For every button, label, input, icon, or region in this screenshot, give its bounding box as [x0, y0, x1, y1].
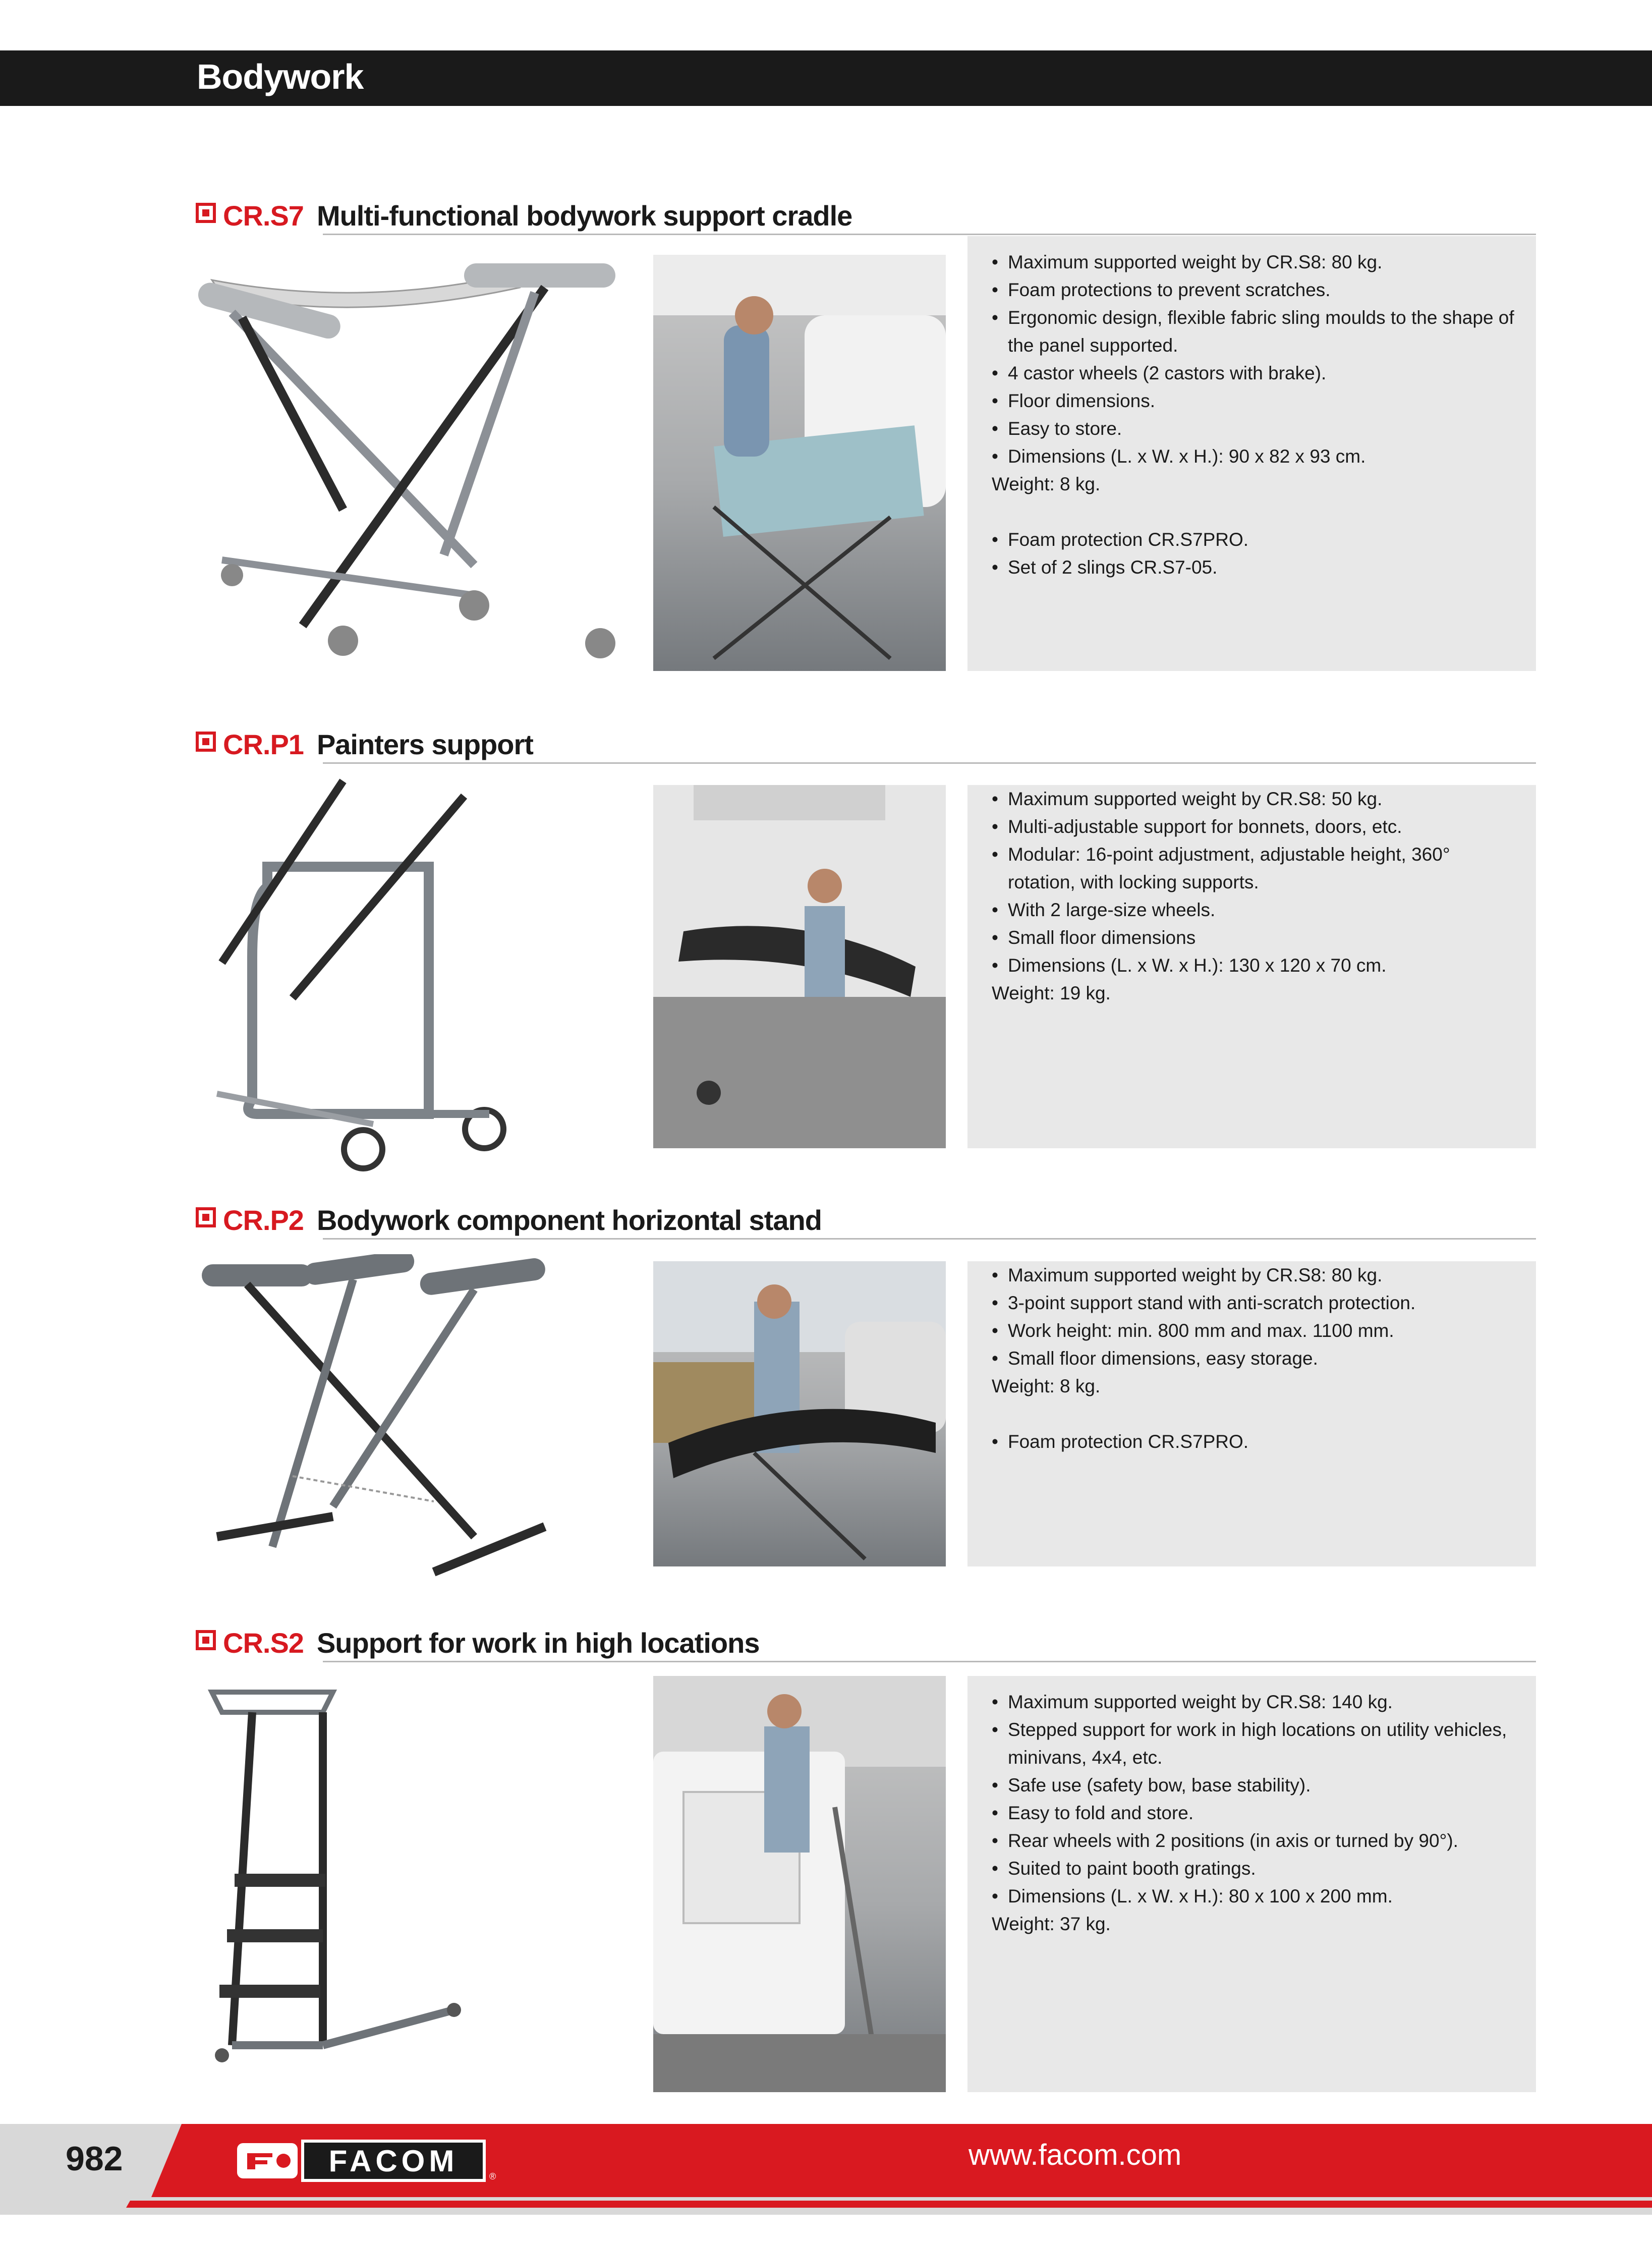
section-heading	[196, 199, 852, 235]
page-title: Bodywork	[197, 57, 364, 96]
bullet-square-icon	[196, 203, 216, 223]
svg-text:®: ®	[489, 2171, 496, 2181]
spec-item: • 3-point support stand with anti-scratch protection.	[992, 1289, 1521, 1317]
product-image-painters-support	[192, 766, 646, 1180]
section-heading	[196, 1204, 822, 1239]
weight-text: Weight: 8 kg.	[992, 474, 1101, 494]
bullet-square-icon	[196, 732, 216, 752]
product-code: CR.P2	[223, 1204, 304, 1236]
spec-panel	[967, 785, 1536, 1148]
spec-item: • Work height: min. 800 mm and max. 1100 mm.	[992, 1317, 1521, 1344]
weight-text: Weight: 8 kg.	[992, 1376, 1101, 1396]
website-link[interactable]: www.facom.com	[969, 2139, 1182, 2171]
product-photo-high-work-support	[653, 1676, 946, 2092]
weight-text: Weight: 37 kg.	[992, 1914, 1111, 1934]
section-heading	[196, 728, 533, 763]
spec-item: • Ergonomic design, flexible fabric sling moulds to the shape of the panel supported.	[992, 304, 1521, 359]
spec-item: • Maximum supported weight by CR.S8: 50 kg.	[992, 785, 1521, 813]
divider	[323, 234, 1536, 235]
spacer	[992, 1400, 1521, 1428]
divider	[323, 1661, 1536, 1662]
spacer	[992, 498, 1521, 526]
spec-item: • Dimensions (L. x W. x H.): 130 x 120 x 70 cm.	[992, 951, 1521, 979]
product-title: Painters support	[316, 728, 533, 760]
spec-item: • Small floor dimensions	[992, 924, 1521, 951]
spec-item: • Suited to paint booth gratings.	[992, 1855, 1521, 1882]
facom-logo	[237, 2138, 499, 2183]
spec-item: • Maximum supported weight by CR.S8: 140 kg.	[992, 1688, 1521, 1716]
spec-panel	[967, 1676, 1536, 2092]
product-photo-cradle	[653, 255, 946, 671]
product-title: Support for work in high locations	[316, 1627, 760, 1659]
product-code: CR.S2	[223, 1627, 304, 1659]
spec-panel	[967, 236, 1536, 671]
spec-panel	[967, 1261, 1536, 1566]
product-image-horizontal-stand	[192, 1254, 646, 1587]
spec-item: • 4 castor wheels (2 castors with brake).	[992, 359, 1521, 387]
footer-red-stripe	[126, 2201, 1652, 2208]
spec-item: • Dimensions (L. x W. x H.): 90 x 82 x 93 cm.	[992, 442, 1521, 470]
spec-item: • With 2 large-size wheels.	[992, 896, 1521, 924]
spec-item: • Multi-adjustable support for bonnets, doors, etc.	[992, 813, 1521, 840]
section-heading	[196, 1627, 759, 1662]
spec-item: • Modular: 16-point adjustment, adjustable height, 360° rotation, with locking supports.	[992, 840, 1521, 896]
divider	[323, 1238, 1536, 1240]
accessory-item: • Foam protection CR.S7PRO.	[992, 526, 1521, 553]
accessory-item: • Set of 2 slings CR.S7-05.	[992, 553, 1521, 581]
product-image-high-work-support	[192, 1682, 646, 2086]
product-photo-painters-support	[653, 785, 946, 1148]
spec-item: • Small floor dimensions, easy storage.	[992, 1344, 1521, 1372]
spec-item: • Floor dimensions.	[992, 387, 1521, 415]
product-code: CR.S7	[223, 200, 304, 232]
product-photo-horizontal-stand	[653, 1261, 946, 1566]
spec-item: • Maximum supported weight by CR.S8: 80 kg.	[992, 248, 1521, 276]
product-title: Multi-functional bodywork support cradle	[316, 200, 852, 232]
spec-item: • Stepped support for work in high locations on utility vehicles, minivans, 4x4, etc.	[992, 1716, 1521, 1771]
bullet-square-icon	[196, 1207, 216, 1227]
spec-item: • Safe use (safety bow, base stability).	[992, 1771, 1521, 1799]
spec-item: • Foam protections to prevent scratches.	[992, 276, 1521, 304]
accessory-item: • Foam protection CR.S7PRO.	[992, 1428, 1521, 1455]
weight-text: Weight: 19 kg.	[992, 983, 1111, 1003]
spec-item: • Easy to store.	[992, 415, 1521, 442]
spec-item: • Maximum supported weight by CR.S8: 80 kg.	[992, 1261, 1521, 1289]
spec-item: • Easy to fold and store.	[992, 1799, 1521, 1827]
svg-text:FACOM: FACOM	[328, 2144, 459, 2178]
product-title: Bodywork component horizontal stand	[316, 1204, 822, 1236]
product-code: CR.P1	[223, 728, 304, 760]
bullet-square-icon	[196, 1630, 216, 1650]
product-image-cradle	[192, 252, 646, 671]
spec-item: • Rear wheels with 2 positions (in axis or turned by 90°).	[992, 1827, 1521, 1855]
page-number: 982	[66, 2140, 123, 2178]
spec-item: • Dimensions (L. x W. x H.): 80 x 100 x 200 mm.	[992, 1882, 1521, 1910]
divider	[323, 762, 1536, 764]
